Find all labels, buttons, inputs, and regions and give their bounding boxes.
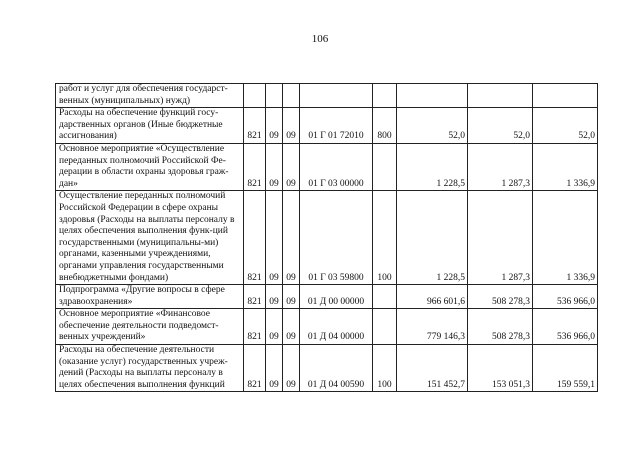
cell-expense-type [373,309,397,345]
cell-admin-code: 821 [244,143,266,190]
table-row [56,108,598,144]
cell-section: 09 [266,345,283,392]
cell-expense-type: 100 [373,345,397,392]
table-row [56,191,598,285]
cell-section: 09 [266,108,283,144]
cell-description: Основное мероприятие «Осуществление переданных полномочий Российской Фе-дерации в области охраны здоровья граж-дан» [56,143,244,190]
cell-target-article [300,84,373,108]
table-row [56,143,598,190]
cell-expense-type: 100 [373,191,397,285]
cell-target-article: 01 Г 03 59800 [300,191,373,285]
cell-expense-type [373,143,397,190]
cell-admin-code: 821 [244,345,266,392]
cell-subsection: 09 [283,345,300,392]
table-row [56,345,598,392]
cell-target-article: 01 Д 00 00000 [300,285,373,309]
cell-amount-year1: 966 601,6 [397,285,468,309]
cell-admin-code: 821 [244,108,266,144]
cell-amount-year3: 1 336,9 [533,191,598,285]
cell-description: Подпрограмма «Другие вопросы в сфере здравоохранения» [56,285,244,309]
cell-amount-year2: 1 287,3 [468,191,533,285]
cell-section: 09 [266,143,283,190]
cell-amount-year2: 508 278,3 [468,285,533,309]
cell-description: Осуществление переданных полномочий Российской Федерации в сфере охраны здоровья (Расходы на выплаты персоналу в целях обеспечения выполнения функ-ций государственными (муниципальны-ми) органами, казенными учреждениями, органами управления государственными внебюджетными фондами) [56,191,244,285]
cell-amount-year2: 1 287,3 [468,143,533,190]
budget-table [55,83,598,392]
cell-section: 09 [266,309,283,345]
cell-admin-code: 821 [244,309,266,345]
cell-admin-code: 821 [244,285,266,309]
cell-section: 09 [266,285,283,309]
cell-amount-year3: 536 966,0 [533,309,598,345]
cell-amount-year3: 536 966,0 [533,285,598,309]
cell-amount-year3: 52,0 [533,108,598,144]
cell-target-article: 01 Г 01 72010 [300,108,373,144]
cell-amount-year3: 1 336,9 [533,143,598,190]
cell-description: Основное мероприятие «Финансовое обеспечение деятельности подведомст-венных учреждений» [56,309,244,345]
cell-description: Расходы на обеспечение деятельности (оказание услуг) государственных учреж-дений (Расходы на выплаты персоналу в целях обеспечения выполнения функций [56,345,244,392]
cell-amount-year2: 153 051,3 [468,345,533,392]
cell-subsection: 09 [283,108,300,144]
cell-section: 09 [266,191,283,285]
cell-description: работ и услуг для обеспечения государст-венных (муниципальных) нужд) [56,84,244,108]
cell-amount-year1 [397,84,468,108]
cell-amount-year1: 52,0 [397,108,468,144]
cell-expense-type: 800 [373,108,397,144]
cell-amount-year3 [533,84,598,108]
cell-expense-type [373,84,397,108]
cell-section [266,84,283,108]
cell-amount-year1: 1 228,5 [397,143,468,190]
cell-amount-year2: 52,0 [468,108,533,144]
cell-amount-year2 [468,84,533,108]
cell-subsection: 09 [283,309,300,345]
cell-subsection [283,84,300,108]
cell-target-article: 01 Д 04 00590 [300,345,373,392]
cell-subsection: 09 [283,143,300,190]
cell-target-article: 01 Г 03 00000 [300,143,373,190]
cell-admin-code [244,84,266,108]
cell-admin-code: 821 [244,191,266,285]
cell-target-article: 01 Д 04 00000 [300,309,373,345]
cell-description: Расходы на обеспечение функций госу-дарственных органов (Иные бюджетные ассигнования) [56,108,244,144]
cell-amount-year1: 151 452,7 [397,345,468,392]
table-row [56,84,598,108]
cell-subsection: 09 [283,285,300,309]
cell-amount-year2: 508 278,3 [468,309,533,345]
cell-expense-type [373,285,397,309]
table-row [56,309,598,345]
cell-subsection: 09 [283,191,300,285]
cell-amount-year3: 159 559,1 [533,345,598,392]
budget-table-body [56,84,598,392]
page-number: 106 [311,33,329,45]
cell-amount-year1: 1 228,5 [397,191,468,285]
cell-amount-year1: 779 146,3 [397,309,468,345]
table-row [56,285,598,309]
